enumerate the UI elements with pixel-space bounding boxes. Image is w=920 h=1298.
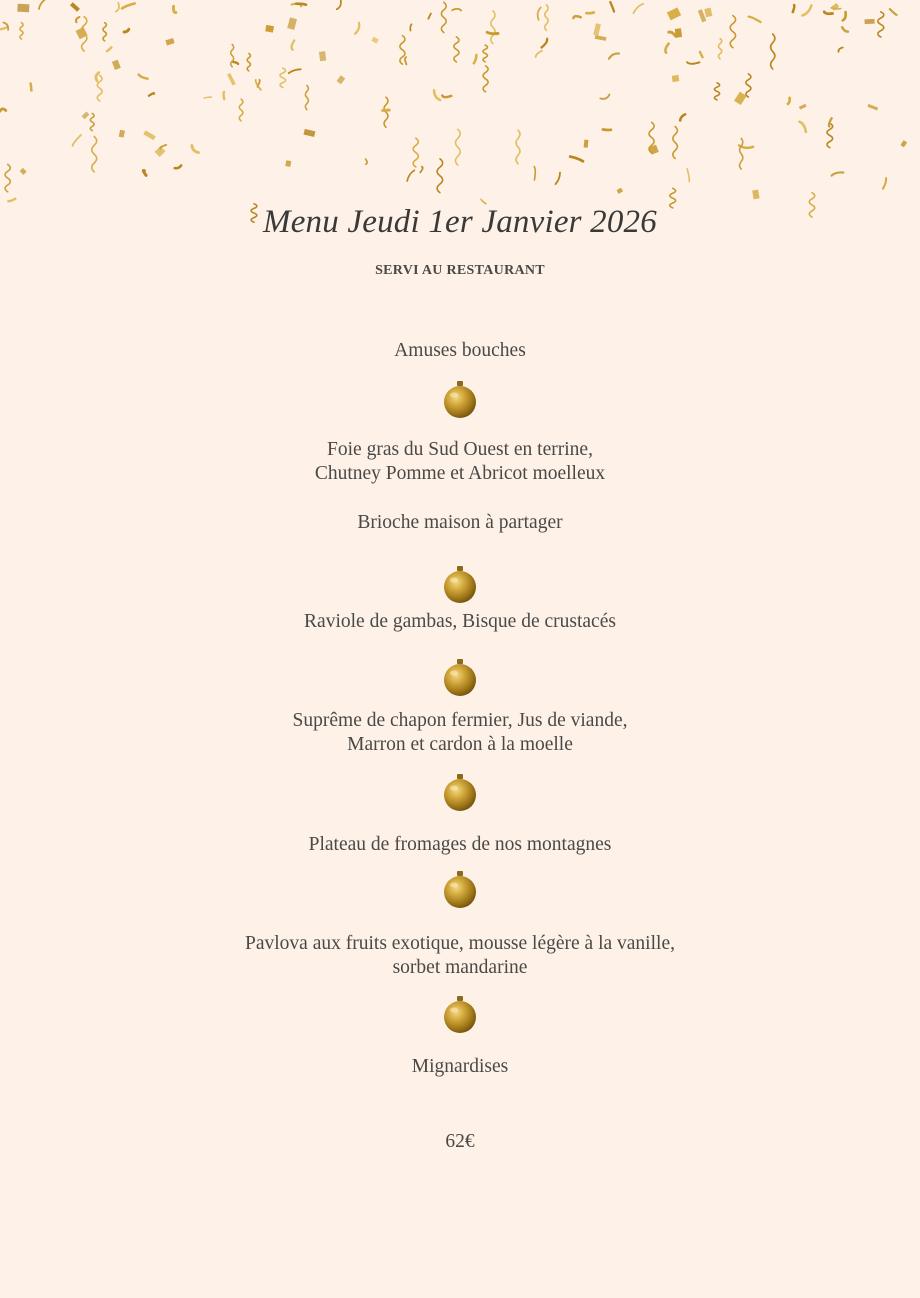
course-foie-gras [0,438,920,486]
course-line: Pavlova aux fruits exotique, mousse légère à la vanille, [245,933,675,954]
christmas-bauble-icon [442,380,478,420]
course-amuses-bouches [0,339,920,363]
course-pavlova [0,932,920,980]
christmas-bauble-icon [442,995,478,1035]
christmas-bauble-icon [442,773,478,813]
confetti-icon [0,0,920,230]
course-line: Suprême de chapon fermier, Jus de viande, [292,710,628,731]
course-line: Plateau de fromages de nos montagnes [308,834,612,855]
menu-subtitle: SERVI AU RESTAURANT [375,263,545,278]
course-supreme-chapon [0,709,920,757]
christmas-bauble-icon [442,565,478,605]
menu-price: 62€ [445,1131,475,1152]
christmas-bauble-icon [442,870,478,910]
course-line: sorbet mandarine [392,957,528,978]
course-line: Marron et cardon à la moelle [347,734,573,755]
course-line: Raviole de gambas, Bisque de crustacés [304,611,616,632]
course-line: Amuses bouches [394,340,526,361]
course-line: Brioche maison à partager [357,512,563,533]
course-brioche [0,511,920,535]
course-line: Foie gras du Sud Ouest en terrine, [327,439,593,460]
course-line: Mignardises [411,1056,509,1077]
course-raviole [0,610,920,634]
menu-title: Menu Jeudi 1er Janvier 2026 [263,204,657,240]
christmas-bauble-icon [442,658,478,698]
course-line: Chutney Pomme et Abricot moelleux [314,463,606,484]
course-fromages [0,833,920,857]
course-mignardises [0,1055,920,1079]
